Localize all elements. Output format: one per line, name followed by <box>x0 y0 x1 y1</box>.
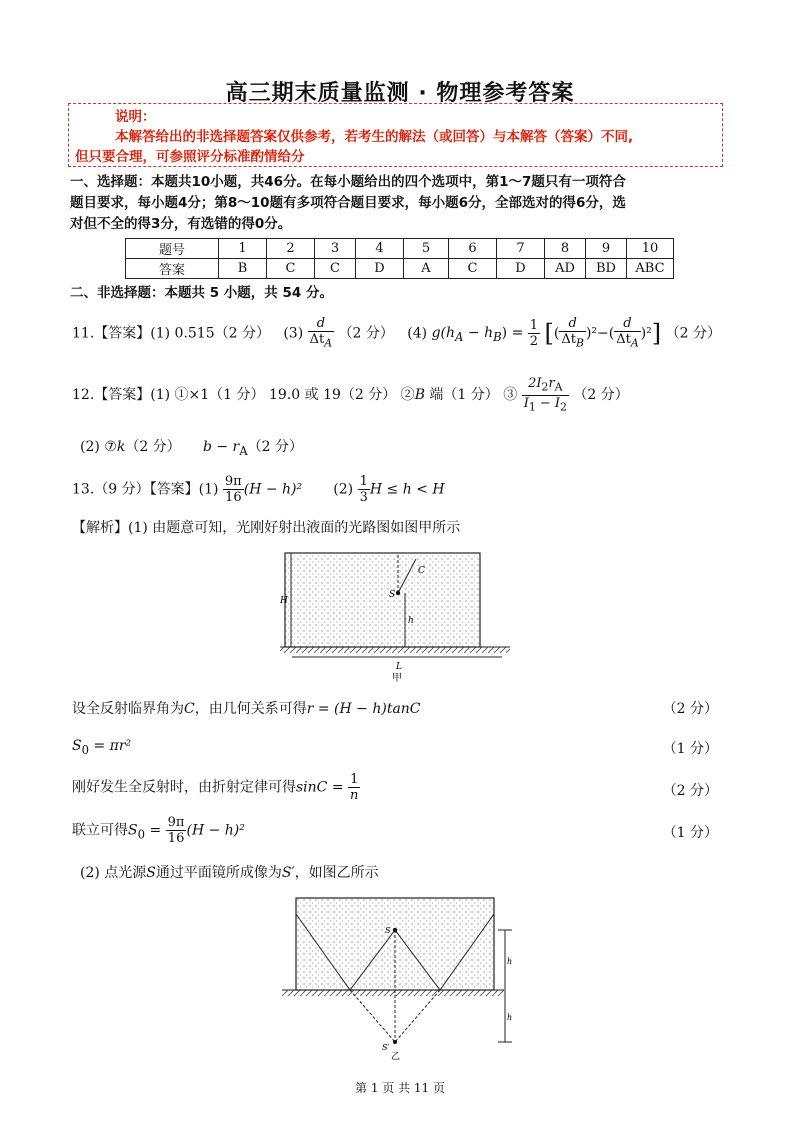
light-source-point <box>396 591 400 595</box>
source-point <box>393 928 397 932</box>
q12-answer-line-2: (2) ⑦k（2 分） $b - r_A(2$ 分） <box>80 439 304 458</box>
q13-answer1-tail: (H − h)² <box>243 481 303 498</box>
label-h-lower: h <box>507 1013 513 1022</box>
q13-step-1-score: （2 分） <box>662 701 718 717</box>
q13-step-1: 设全反射临界角为C，由几何关系可得r = (H − h)tanC <box>72 701 421 717</box>
q12-answer-line-1 <box>72 376 629 414</box>
q11-part3-fraction: $\frac{d}{\Delta t_A}$ <box>309 316 333 350</box>
question-number: 1 <box>219 239 267 259</box>
q13-step-2-score: （1 分） <box>662 741 718 757</box>
liquid-container <box>285 553 480 647</box>
note-heading: 说明： <box>115 109 156 125</box>
q12-fraction: $\frac{2I_2r_A}{I_1 - I_2}$ <box>523 376 567 414</box>
answer-table <box>125 238 674 279</box>
answer-table-answer-row <box>126 259 674 279</box>
q11-part3-score: （2 分） <box>338 325 394 342</box>
section-1-intro <box>70 172 740 235</box>
q13-part2-label: (2) <box>333 481 354 498</box>
q12-b-end: B <box>414 387 425 404</box>
answer-label: 答案 <box>126 259 219 279</box>
note-line-2: 但只要合理，可参照评分标准酌情给分 <box>75 149 305 165</box>
label-h-upper: h <box>507 957 513 966</box>
instructions-note <box>68 103 723 167</box>
q13-step-2: $S_0 = \pi r^2$ <box>72 738 132 757</box>
q11-part4-score: （2 分） <box>665 325 721 342</box>
answer-cell: C <box>449 259 497 279</box>
question-number: 5 <box>404 239 449 259</box>
answer-cell: B <box>219 259 267 279</box>
label-S-prime: S′ <box>382 1043 390 1052</box>
q13-lead: 13.（9 分）【答案】(1) <box>72 481 219 498</box>
section-1-line-2: 题目要求，每小题4分；第8～10题有多项符合题目要求，每小题6分，全部选对的得6分，选 <box>70 195 626 211</box>
q11-half-fraction: $\frac{1}{2}$ <box>529 317 539 349</box>
label-S: S <box>389 590 396 600</box>
q12-b-end-suffix: 端（1 分） ③ <box>424 387 518 404</box>
answer-cell: D <box>356 259 404 279</box>
q13-analysis: 【解析】(1) 由题意可知，光刚好射出液面的光路图如图甲所示 <box>72 520 461 536</box>
note-line-1: 本解答给出的非选择题答案仅供参考，若考生的解法（或回答）与本解答（答案）不同, <box>115 129 634 145</box>
q11-part4-label: (4) <box>407 325 428 342</box>
q11-part4-lhs: $g(h_A - h_B)$ = <box>431 325 524 345</box>
q11-lead: 11.【答案】(1) 0.515（2 分） <box>72 325 270 342</box>
answer-cell: A <box>404 259 449 279</box>
header-label: 题号 <box>126 239 219 259</box>
figure-yi-caption: 乙 <box>391 1052 401 1062</box>
q13-part2-text: (2) 点光源S通过平面镜所成像为S′，如图乙所示 <box>80 865 379 881</box>
answer-cell: BD <box>586 259 627 279</box>
figure-yi <box>278 892 528 1064</box>
question-number: 10 <box>627 239 674 259</box>
q13-answer <box>72 474 445 505</box>
page-title: 高三期末质量监测 · 物理参考答案 <box>225 81 575 106</box>
label-h: h <box>408 616 414 626</box>
question-number: 7 <box>497 239 545 259</box>
q13-step-4-score: （1 分） <box>662 825 718 841</box>
virtual-ray-right <box>395 990 440 1042</box>
section-2-heading: 二、非选择题：本题共 5 小题，共 54 分。 <box>70 285 333 301</box>
question-number: 4 <box>356 239 404 259</box>
label-C: C <box>418 566 425 576</box>
q13-step-3: 刚好发生全反射时，由折射定律可得sinC = $\frac{1}{n}$ <box>72 772 359 803</box>
q13-answer1-fraction: $\frac{9\pi}{16}$ <box>224 474 242 505</box>
figure-jia-caption: 甲 <box>392 673 402 684</box>
answer-table-header-row <box>126 239 674 259</box>
label-L: L <box>396 662 402 672</box>
image-point <box>393 1040 397 1044</box>
label-H: H <box>280 596 288 606</box>
answer-cell: C <box>267 259 315 279</box>
q13-step-4: 联立可得$S_0$ = $\frac{9\pi}{16}$ (H − h)² <box>72 815 245 846</box>
q12-fraction-score: （2 分） <box>573 387 629 404</box>
mirror-hatch <box>282 990 504 996</box>
q13-answer2-fraction: $\frac{1}{3}$ <box>359 474 368 505</box>
q11-term1-fraction: $\frac{d}{\Delta t_B}$ <box>561 316 584 350</box>
q11-answer: 11.【答案】(1) 0.515（2 分） (3) $\frac{d}{\Delta t_A}$ （2 分） (4) $g(h_A - h_B)$ = $\frac{1}{2}$ [( $\frac{d}{\Delta t_B}$ )²−( $\frac{d}{\Delta t_A}$ )²] （2 分） <box>72 316 721 350</box>
q12-lead: 12.【答案】(1) ①×1（1 分） 19.0 或 19（2 分） ② <box>72 387 415 404</box>
page-footer: 第 1 页 共 11 页 <box>355 1081 445 1095</box>
q11-part3-label: (3) <box>283 325 304 342</box>
question-number: 3 <box>315 239 356 259</box>
answer-cell: ABC <box>627 259 674 279</box>
answer-cell: D <box>497 259 545 279</box>
answer-cell: AD <box>545 259 586 279</box>
q11-term2-fraction: $\frac{d}{\Delta t_A}$ <box>616 316 639 350</box>
q13-step-3-score: （2 分） <box>662 783 718 799</box>
section-1-line-1: 一、选择题：本题共10小题，共46分。在每小题给出的四个选项中，第1～7题只有一项符合 <box>70 174 626 190</box>
question-number: 9 <box>586 239 627 259</box>
question-number: 8 <box>545 239 586 259</box>
question-number: 2 <box>267 239 315 259</box>
figure-jia <box>260 545 520 685</box>
q13-answer2-tail: H ≤ h < H <box>369 481 445 498</box>
label-S: S <box>385 926 391 935</box>
virtual-ray-left <box>350 990 395 1042</box>
section-1-line-3: 对但不全的得3分，有选错的得0分。 <box>70 216 292 232</box>
question-number: 6 <box>449 239 497 259</box>
ground-hatch <box>280 647 510 653</box>
answer-cell: C <box>315 259 356 279</box>
